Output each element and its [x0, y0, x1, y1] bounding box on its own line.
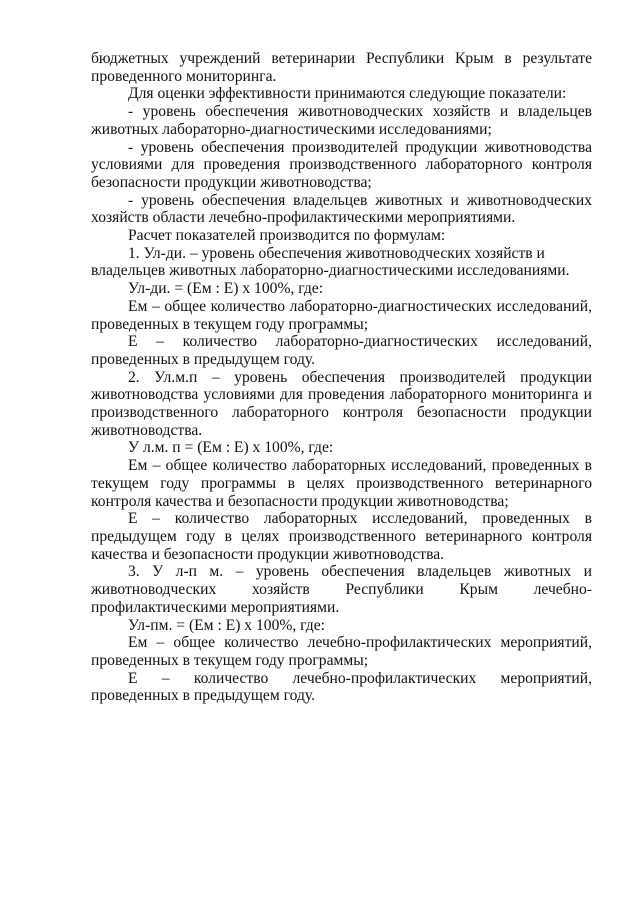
paragraph-formula-3-e: Е – количество лечебно-профилактических мероприятий, проведенных в предыдущем году.: [91, 669, 592, 705]
paragraph-formula-2-em: Ем – общее количество лабораторных исследований, проведенных в текущем году программы в целях производственного ветеринарного контроля качества и безопасности продукции животноводства;: [91, 457, 592, 510]
paragraph-formula-1: Ул-ди. = (Ем : Е) х 100%, где:: [128, 280, 324, 298]
paragraph-indicators-intro: Для оценки эффективности принимаются следующие показатели:: [128, 85, 567, 103]
paragraph-formula-2: У л.м. п = (Ем : Е) х 100%, где:: [128, 439, 334, 457]
paragraph-formula-3-em: Ем – общее количество лечебно-профилактических мероприятий, проведенных в текущем году программы;: [91, 634, 592, 669]
paragraph-item-1-heading: 1. Ул-ди. – уровень обеспечения животноводческих хозяйств и: [128, 244, 545, 262]
paragraph-indicator-1: - уровень обеспечения животноводческих хозяйств и владельцев животных лабораторно-диагностическими исследованиями;: [91, 103, 592, 138]
paragraph-item-1-heading-cont: владельцев животных лабораторно-диагностическими исследованиями.: [91, 262, 570, 280]
paragraph-formula-1-e: Е – количество лабораторно-диагностических исследований, проведенных в предыдущем году.: [91, 333, 592, 368]
paragraph-continuation: бюджетных учреждений ветеринарии Республики Крым в результате проведенного мониторинга.: [91, 50, 592, 85]
paragraph-item-3-heading: 3. У л-п м. – уровень обеспечения владельцев животных и животноводческих хозяйств Республики Крым лечебно-профилактическими мероприятиями.: [91, 563, 592, 616]
paragraph-formula-2-e: Е – количество лабораторных исследований, проведенных в предыдущем году в целях производственного ветеринарного контроля качества и безопасности продукции животноводства.: [91, 510, 592, 563]
paragraph-indicator-3: - уровень обеспечения владельцев животных и животноводческих хозяйств области лечебно-профилактическими мероприятиями.: [91, 191, 592, 227]
paragraph-formulas-intro: Расчет показателей производится по формулам:: [128, 227, 446, 245]
document-page: [91, 50, 592, 705]
paragraph-indicator-2: - уровень обеспечения производителей продукции животноводства условиями для проведения производственного лабораторного контроля безопасности продукции животноводства;: [91, 138, 592, 191]
paragraph-formula-1-em: Ем – общее количество лабораторно-диагностических исследований, проведенных в текущем году программы;: [91, 297, 592, 333]
paragraph-item-2-heading: 2. Ул.м.п – уровень обеспечения производителей продукции животноводства условиями для проведения лабораторного мониторинга и производственного лабораторного контроля безопасности продукции животноводства.: [91, 368, 592, 439]
paragraph-formula-3: Ул-пм. = (Ем : Е) х 100%, где:: [128, 616, 325, 634]
